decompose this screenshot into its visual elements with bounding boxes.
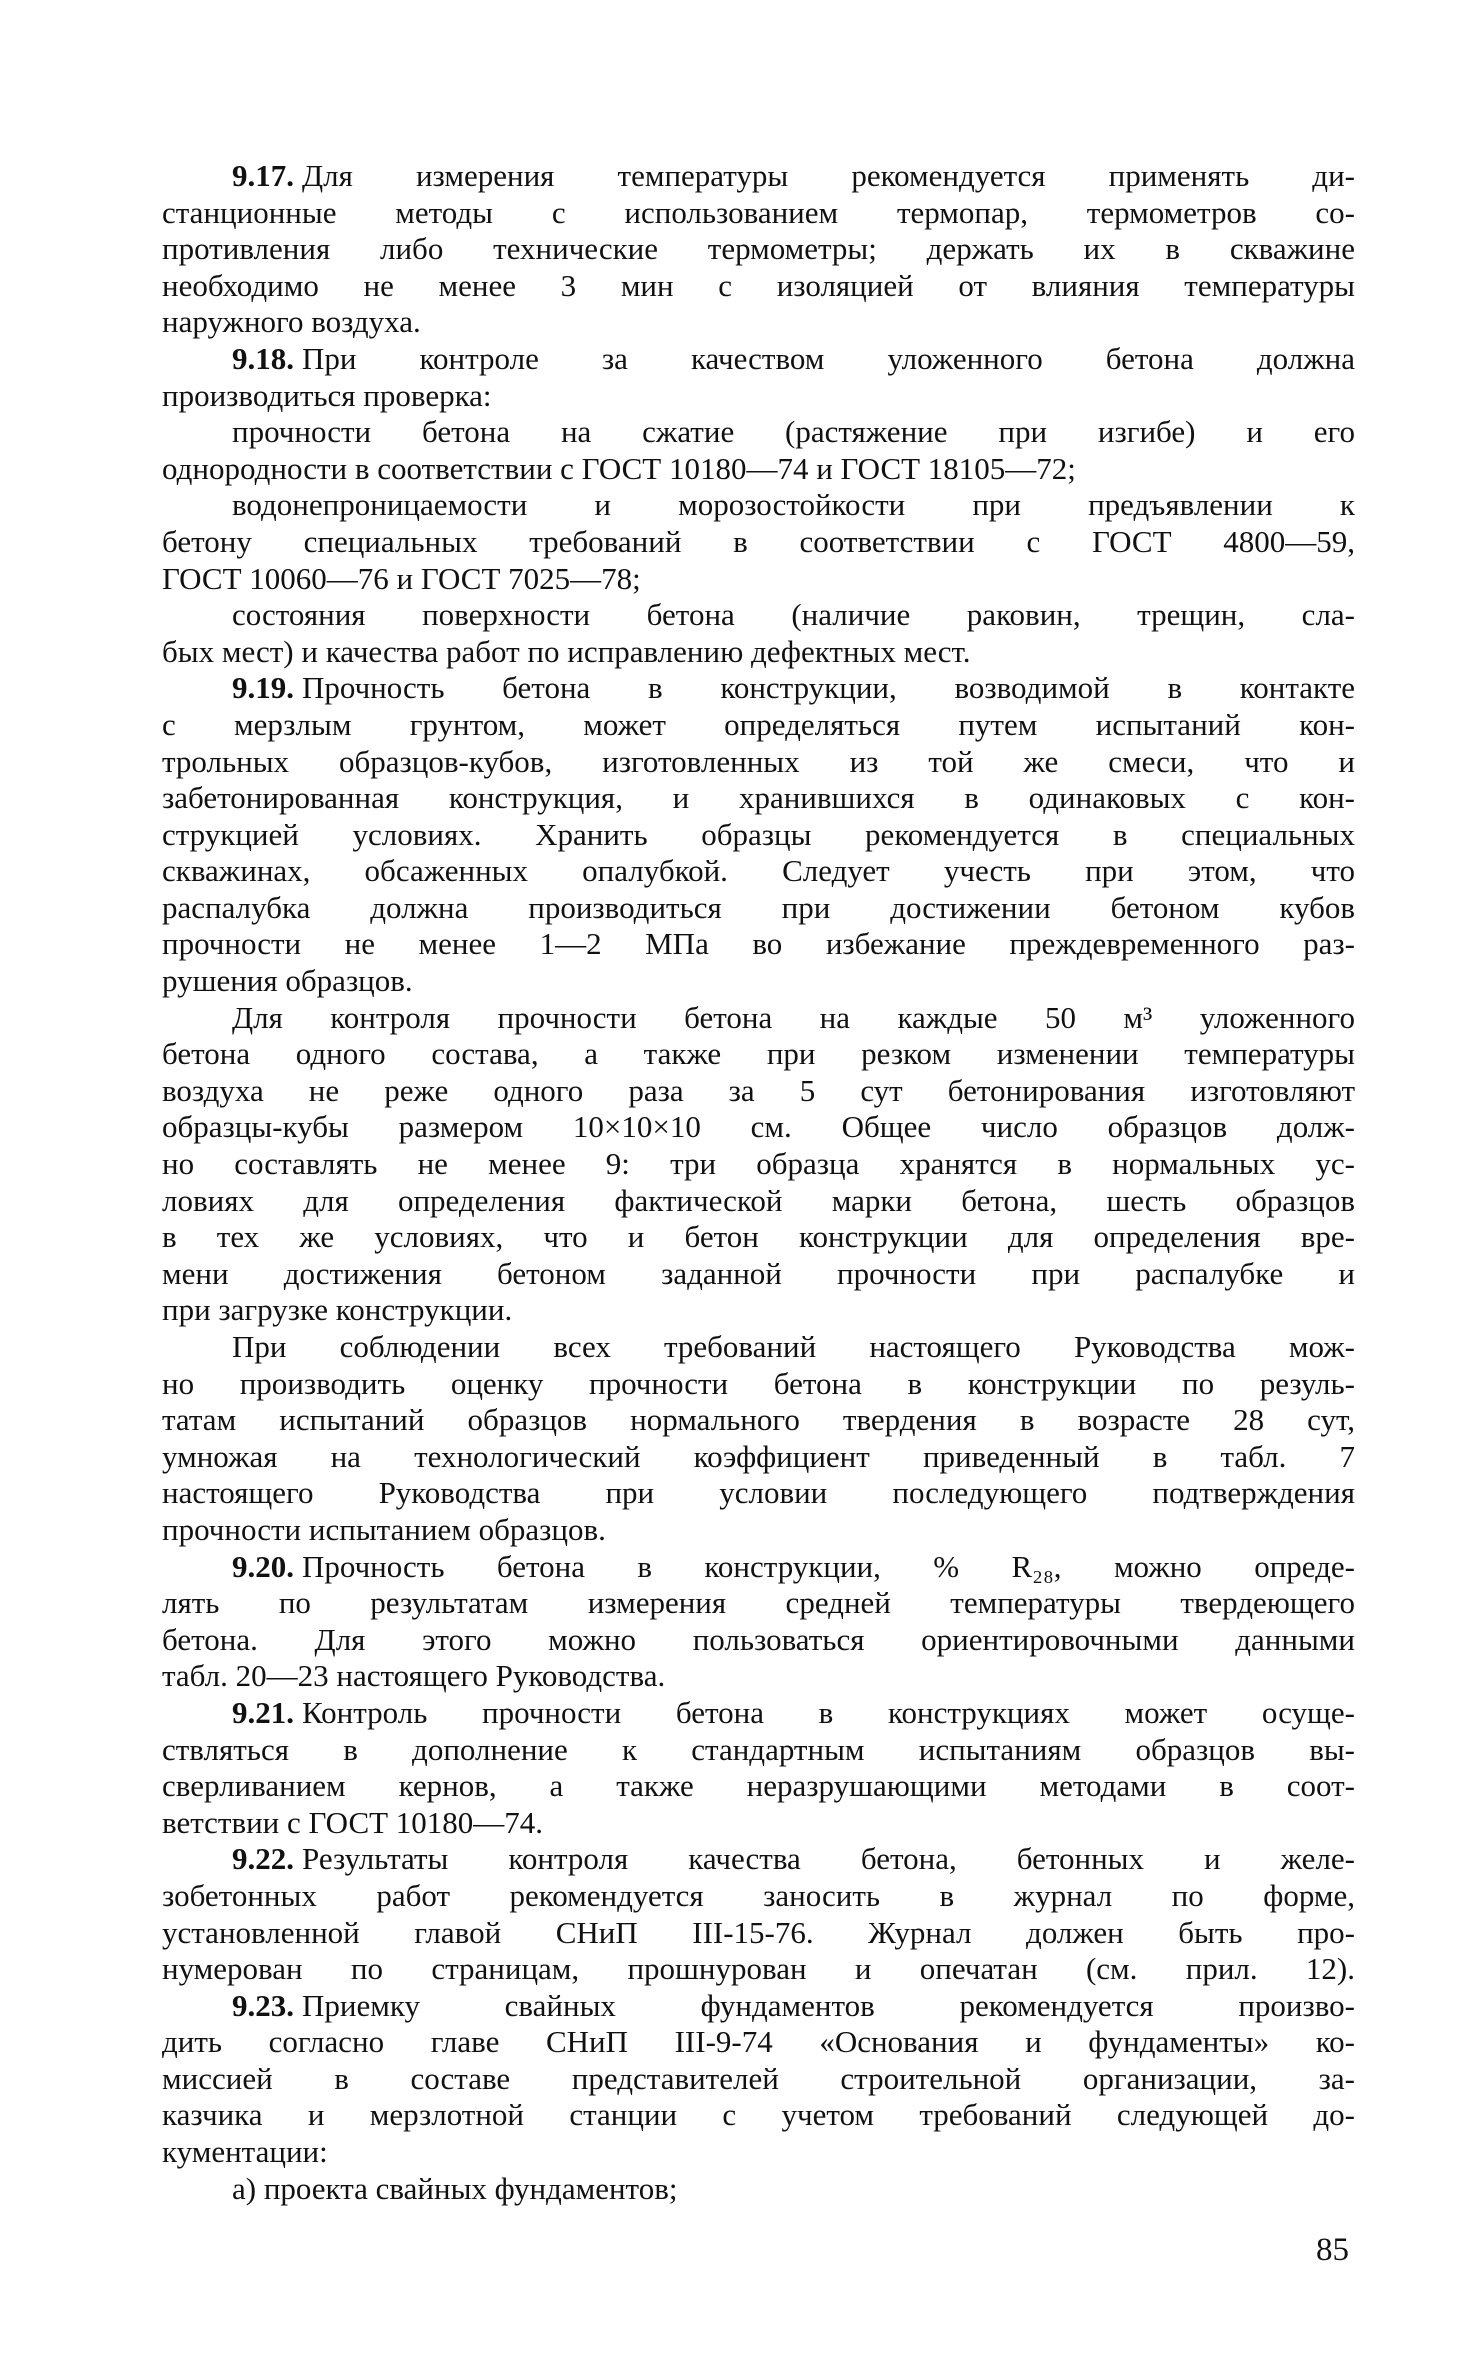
line-text: прочности испытанием образцов. xyxy=(162,1511,606,1547)
line-text: казчика и мерзлотной станции с учетом требований следующей до- xyxy=(162,2097,1355,2133)
section-number: 9.17. xyxy=(232,158,294,193)
text-line xyxy=(162,1000,1355,1037)
line-text: Прочность бетона в конструкции, % R₂₈, можно опреде- xyxy=(302,1548,1355,1584)
line-text: однородности в соответствии с ГОСТ 10180—74 и ГОСТ 18105—72; xyxy=(162,450,1076,486)
text-line xyxy=(162,1146,1355,1183)
line-text: наружного воздуха. xyxy=(162,304,421,340)
text-line xyxy=(162,890,1355,927)
line-text: скважинах, обсаженных опалубкой. Следует учесть при этом, что xyxy=(162,853,1355,889)
text-line xyxy=(162,1109,1355,1146)
line-text: бых мест) и качества работ по исправлению дефектных мест. xyxy=(162,633,971,669)
line-text: сверливанием кернов, а также неразрушающими методами в соот- xyxy=(162,1768,1355,1804)
section-number: 9.21. xyxy=(232,1694,294,1730)
text-line xyxy=(162,1366,1355,1403)
line-text: Прочность бетона в конструкции, возводимой в контакте xyxy=(302,670,1355,706)
line-text: воздуха не реже одного раза за 5 сут бетонирования изготовляют xyxy=(162,1072,1355,1108)
line-text: дить согласно главе СНиП III-9-74 «Основания и фундаменты» ко- xyxy=(162,2024,1355,2060)
line-text: состояния поверхности бетона (наличие раковин, трещин, сла- xyxy=(232,597,1355,633)
text-line xyxy=(162,231,1355,268)
line-text: бетону специальных требований в соответствии с ГОСТ 4800—59, xyxy=(162,523,1355,559)
text-line xyxy=(162,1183,1355,1220)
text-line xyxy=(162,817,1355,854)
line-text: в тех же условиях, что и бетон конструкции для определения вре- xyxy=(162,1219,1355,1255)
line-text: При контроле за качеством уложенного бетона должна xyxy=(302,340,1355,376)
text-line xyxy=(162,1768,1355,1805)
text-line xyxy=(162,1475,1355,1512)
line-text: установленной главой СНиП III-15-76. Журнал должен быть про- xyxy=(162,1914,1355,1950)
text-line xyxy=(162,451,1355,488)
line-text: кументации: xyxy=(162,2134,328,2170)
text-line xyxy=(162,1805,1355,1842)
body-text xyxy=(162,158,1355,2207)
line-text: производиться проверка: xyxy=(162,377,492,413)
line-text: бетона одного состава, а также при резком изменении температуры xyxy=(162,1036,1355,1072)
section-number: 9.23. xyxy=(232,1987,294,2023)
line-text: настоящего Руководства при условии последующего подтверждения xyxy=(162,1475,1355,1511)
text-line xyxy=(162,670,1355,707)
line-text: забетонированная конструкция, и хранившихся в одинаковых с кон- xyxy=(162,780,1355,816)
text-line xyxy=(162,1841,1355,1878)
text-line xyxy=(162,1549,1355,1586)
text-line xyxy=(162,707,1355,744)
text-line xyxy=(162,524,1355,561)
line-text: ловиях для определения фактической марки бетона, шесть образцов xyxy=(162,1182,1355,1218)
line-text: прочности бетона на сжатие (растяжение при изгибе) и его xyxy=(232,414,1355,450)
text-line xyxy=(162,158,1355,195)
text-line xyxy=(162,2134,1355,2171)
text-line xyxy=(162,1402,1355,1439)
section-number: 9.20. xyxy=(232,1548,294,1584)
line-text: При соблюдении всех требований настоящего Руководства мож- xyxy=(232,1329,1355,1364)
line-text: миссией в составе представителей строительной организации, за- xyxy=(162,2060,1355,2096)
text-line xyxy=(162,1439,1355,1476)
text-line xyxy=(162,341,1355,378)
text-line xyxy=(162,597,1355,634)
line-text: трольных образцов-кубов, изготовленных из той же смеси, что и xyxy=(162,743,1355,779)
line-text: лять по результатам измерения средней температуры твердеющего xyxy=(162,1585,1355,1621)
text-line xyxy=(162,2061,1355,2098)
page-number: 85 xyxy=(1316,2232,1349,2268)
text-line xyxy=(162,1256,1355,1293)
text-line xyxy=(162,414,1355,451)
line-text: водонепроницаемости и морозостойкости при предъявлении к xyxy=(232,487,1355,523)
text-line xyxy=(162,1915,1355,1952)
line-text: Для контроля прочности бетона на каждые 50 м³ уложенного xyxy=(232,999,1355,1035)
text-line xyxy=(162,1658,1355,1695)
section-number: 9.19. xyxy=(232,670,294,706)
text-line xyxy=(162,744,1355,781)
line-text: ветствии с ГОСТ 10180—74. xyxy=(162,1804,544,1840)
line-text: противления либо технические термометры; держать их в скважине xyxy=(162,231,1355,267)
line-text: при загрузке конструкции. xyxy=(162,1292,513,1328)
line-text: мени достижения бетоном заданной прочности при распалубке и xyxy=(162,1255,1355,1291)
line-text: прочности не менее 1—2 МПа во избежание преждевременного раз- xyxy=(162,926,1355,962)
line-text: рушения образцов. xyxy=(162,963,413,999)
text-line xyxy=(162,2171,1355,2208)
line-text: распалубка должна производиться при достижении бетоном кубов xyxy=(162,889,1355,925)
text-line xyxy=(162,1219,1355,1256)
text-line xyxy=(162,1036,1355,1073)
text-line xyxy=(162,963,1355,1000)
line-text: Для измерения температуры рекомендуется применять ди- xyxy=(302,158,1355,193)
text-line xyxy=(162,1695,1355,1732)
line-text: бетона. Для этого можно пользоваться ориентировочными данными xyxy=(162,1621,1355,1657)
line-text: нумерован по страницам, прошнурован и опечатан (см. прил. 12). xyxy=(162,1951,1355,1987)
text-line xyxy=(162,378,1355,415)
text-line xyxy=(162,634,1355,671)
text-line xyxy=(162,853,1355,890)
line-text: Контроль прочности бетона в конструкциях может осуще- xyxy=(302,1694,1355,1730)
text-line xyxy=(162,926,1355,963)
section-number: 9.22. xyxy=(232,1841,294,1877)
text-line xyxy=(162,2024,1355,2061)
text-line xyxy=(162,1951,1355,1988)
line-text: с мерзлым грунтом, может определяться путем испытаний кон- xyxy=(162,706,1355,742)
text-line xyxy=(162,1073,1355,1110)
line-text: ГОСТ 10060—76 и ГОСТ 7025—78; xyxy=(162,560,641,596)
line-text: ствляться в дополнение к стандартным испытаниям образцов вы- xyxy=(162,1731,1355,1767)
line-text: Приемку свайных фундаментов рекомендуется произво- xyxy=(302,1987,1355,2023)
text-line xyxy=(162,1732,1355,1769)
text-line xyxy=(162,1292,1355,1329)
line-text: татам испытаний образцов нормального твердения в возрасте 28 сут, xyxy=(162,1402,1355,1438)
text-line xyxy=(162,1878,1355,1915)
line-text: необходимо не менее 3 мин с изоляцией от влияния температуры xyxy=(162,267,1355,303)
text-line xyxy=(162,304,1355,341)
line-text: но производить оценку прочности бетона в конструкции по резуль- xyxy=(162,1365,1355,1401)
section-number: 9.18. xyxy=(232,340,294,376)
line-text: но составлять не менее 9: три образца хранятся в нормальных ус- xyxy=(162,1146,1355,1182)
line-text: табл. 20—23 настоящего Руководства. xyxy=(162,1658,666,1694)
text-line xyxy=(162,1329,1355,1366)
line-text: образцы-кубы размером 10×10×10 см. Общее число образцов долж- xyxy=(162,1109,1355,1145)
text-line xyxy=(162,1512,1355,1549)
text-line xyxy=(162,1585,1355,1622)
text-line xyxy=(162,561,1355,598)
text-line xyxy=(162,780,1355,817)
text-line xyxy=(162,1622,1355,1659)
line-text: умножая на технологический коэффициент приведенный в табл. 7 xyxy=(162,1438,1355,1474)
line-text: струкцией условиях. Хранить образцы рекомендуется в специальных xyxy=(162,816,1355,852)
text-line xyxy=(162,487,1355,524)
text-line xyxy=(162,1988,1355,2025)
line-text: станционные методы с использованием термопар, термометров со- xyxy=(162,194,1355,230)
text-line xyxy=(162,195,1355,232)
text-line xyxy=(162,268,1355,305)
text-line xyxy=(162,2097,1355,2134)
line-text: Результаты контроля качества бетона, бетонных и желе- xyxy=(302,1841,1355,1877)
line-text: а) проекта свайных фундаментов; xyxy=(232,2170,678,2206)
line-text: зобетонных работ рекомендуется заносить в журнал по форме, xyxy=(162,1877,1355,1913)
